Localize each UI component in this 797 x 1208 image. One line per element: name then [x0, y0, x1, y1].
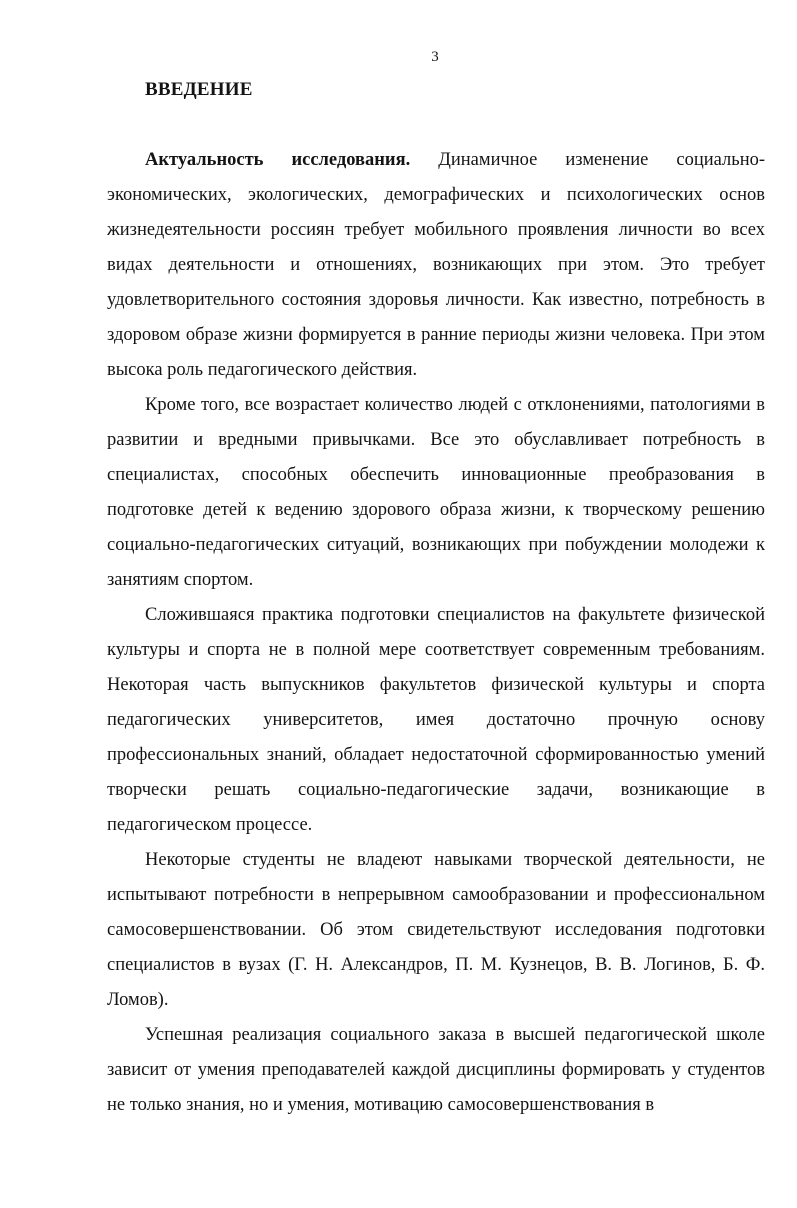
page-number: 3 — [431, 49, 439, 65]
paragraph-5: Успешная реализация социального заказа в высшей педагогической школе зависит от умения преподавателей каждой дисциплины формировать у студентов не только знания, но и умения, мотивацию самосовершенствования в — [107, 1025, 765, 1115]
paragraph-text: Динамичное изменение социально-экономических, экологических, демографических и психологических основ жизнедеятельности россиян требует мобильного проявления личности во всех видах деятельности и отношениях, возникающих при этом. Это требует удовлетворительного состояния здоровья личности. Как известно, потребность в здоровом образе жизни формируется в ранние периоды жизни человека. При этом высока роль педагогического действия. — [107, 150, 765, 380]
paragraph-lead: Актуальность исследования. — [145, 150, 411, 170]
section-heading: ВВЕДЕНИЕ — [145, 79, 253, 100]
paragraph-3: Сложившаяся практика подготовки специалистов на факультете физической культуры и спорта не в полной мере соответствует современным требованиям. Некоторая часть выпускников факультетов физической культуры и спорта педагогических университетов, имея достаточно прочную основу профессиональных знаний, обладает недостаточной сформированностью умений творчески решать социально-педагогические задачи, возникающие в педагогическом процессе. — [107, 605, 765, 835]
paragraph-4: Некоторые студенты не владеют навыками творческой деятельности, не испытывают потребности в непрерывном самообразовании и профессиональном самосовершенствовании. Об этом свидетельствуют исследования подготовки специалистов в вузах (Г. Н. Александров, П. М. Кузнецов, В. В. Логинов, Б. Ф. Ломов). — [107, 850, 765, 1010]
body-text — [107, 143, 765, 1123]
paragraph-2: Кроме того, все возрастает количество людей с отклонениями, патологиями в развитии и вредными привычками. Все это обуславливает потребность в специалистах, способных обеспечить инновационные преобразования в подготовке детей к ведению здорового образа жизни, к творческому решению социально-педагогических ситуаций, возникающих при побуждении молодежи к занятиям спортом. — [107, 395, 765, 590]
paragraph-relevance — [107, 143, 765, 388]
